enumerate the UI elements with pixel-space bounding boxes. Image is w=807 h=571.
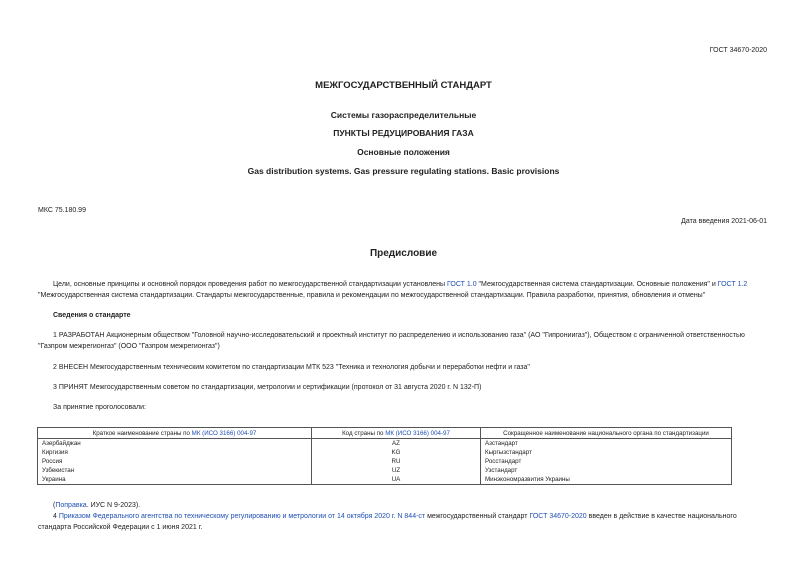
document-code: ГОСТ 34670-2020 <box>709 47 767 54</box>
voted-paragraph <box>38 402 768 413</box>
code-cell: RU <box>312 457 481 466</box>
national-body-cell: Кыргызстандарт <box>481 448 732 457</box>
foreword-heading: Предисловие <box>369 248 438 259</box>
gost-1-0-link[interactable]: ГОСТ 1.0 <box>446 281 477 288</box>
national-body-cell: Минэкономразвития Украины <box>481 475 732 485</box>
gost-1-2-link[interactable]: ГОСТ 1.2 <box>717 281 748 288</box>
table-header-row <box>38 428 732 439</box>
code-cell: UZ <box>312 466 481 475</box>
voted-text: За принятие проголосовали: <box>53 404 146 411</box>
intro-text-c: "Межгосударственная система стандартизации. Стандарты межгосударственные, правила и рекомендации по межгосударственной стандартизации. Правила разработки, принятия, обновления и отмены" <box>38 292 706 299</box>
national-body-cell: Узстандарт <box>481 466 732 475</box>
code-cell: AZ <box>312 439 481 449</box>
header-national-body: Сокращенное наименование национального органа по стандартизации <box>481 428 732 439</box>
header-country-name <box>38 428 312 439</box>
amendment-text: . ИУС N 9-2023). <box>86 502 141 509</box>
effective-date: Дата введения 2021-06-01 <box>681 218 767 225</box>
country-cell: Киргизия <box>38 448 312 457</box>
title-line-3: Основные положения <box>357 147 450 157</box>
about-standard-heading <box>38 310 768 321</box>
item-4-text-mid: межгосударственный стандарт <box>425 513 530 520</box>
mks-code: МКС 75.180.99 <box>38 207 86 214</box>
item-4-text-rest: введен в действие в качестве национального стандарта Российской Федерации с 1 июня 2021 г. <box>38 513 737 531</box>
country-cell: Россия <box>38 457 312 466</box>
code-cell: UA <box>312 475 481 485</box>
title-line-2: ПУНКТЫ РЕДУЦИРОВАНИЯ ГАЗА <box>333 128 474 138</box>
about-standard-label: Сведения о стандарте <box>53 312 131 319</box>
item-1-text: 1 РАЗРАБОТАН Акционерным обществом "Головной научно-исследовательский и проектный институт по распределению и использованию газа" (АО "Гипрониигаз"), Обществом с ограниченной ответственностью "Газпром межрегионгаз" (ООО "Газпром межрегионгаз") <box>38 332 745 350</box>
item-1-paragraph <box>38 330 768 352</box>
item-3-text: 3 ПРИНЯТ Межгосударственным советом по стандартизации, метрологии и сертификации (протокол от 31 августа 2020 г. N 132-П) <box>53 384 482 391</box>
intro-text-b: "Межгосударственная система стандартизации. Основные положения" и <box>476 281 718 288</box>
item-2-text: 2 ВНЕСЕН Межгосударственным техническим комитетом по стандартизации МТК 523 "Техника и технология добычи и переработки нефти и газа" <box>53 364 530 371</box>
gost-34670-link[interactable]: ГОСТ 34670-2020 <box>529 513 587 520</box>
title-line-1: Системы газораспределительные <box>330 110 477 120</box>
table-row <box>38 448 732 457</box>
order-link[interactable]: Приказом Федерального агентства по техническому регулированию и метрологии от 14 октября 2020 г. N 844-ст <box>58 513 426 520</box>
title-english: Gas distribution systems. Gas pressure regulating stations. Basic provisions <box>247 166 560 176</box>
item-2-paragraph <box>38 362 768 373</box>
header-country-code <box>312 428 481 439</box>
national-body-cell: Росстандарт <box>481 457 732 466</box>
table-row <box>38 439 732 449</box>
amendment-link[interactable]: Поправка <box>55 502 87 509</box>
intro-text-a: Цели, основные принципы и основной порядок проведения работ по межгосударственной стандартизации установлены <box>53 281 447 288</box>
item-4-number: 4 <box>53 513 59 520</box>
code-cell: KG <box>312 448 481 457</box>
mk-iso-link-1[interactable]: МК (ИСО 3166) 004-97 <box>191 429 257 437</box>
voting-countries-table <box>37 427 732 485</box>
intro-paragraph <box>38 279 768 301</box>
item-4-paragraph <box>38 511 768 533</box>
amendment-paragraph <box>38 500 768 511</box>
standard-type-title: МЕЖГОСУДАРСТВЕННЫЙ СТАНДАРТ <box>315 80 492 91</box>
table-row <box>38 457 732 466</box>
country-cell: Азербайджан <box>38 439 312 449</box>
header-country-text: Краткое наименование страны по <box>92 429 192 437</box>
national-body-cell: Азстандарт <box>481 439 732 449</box>
table-row <box>38 475 732 485</box>
header-code-text: Код страны по <box>342 429 386 437</box>
table-row <box>38 466 732 475</box>
amendment-open: ( <box>53 502 56 509</box>
country-cell: Узбекистан <box>38 466 312 475</box>
mk-iso-link-2[interactable]: МК (ИСО 3166) 004-97 <box>385 429 450 437</box>
item-3-paragraph <box>38 382 768 393</box>
country-cell: Украина <box>38 475 312 485</box>
